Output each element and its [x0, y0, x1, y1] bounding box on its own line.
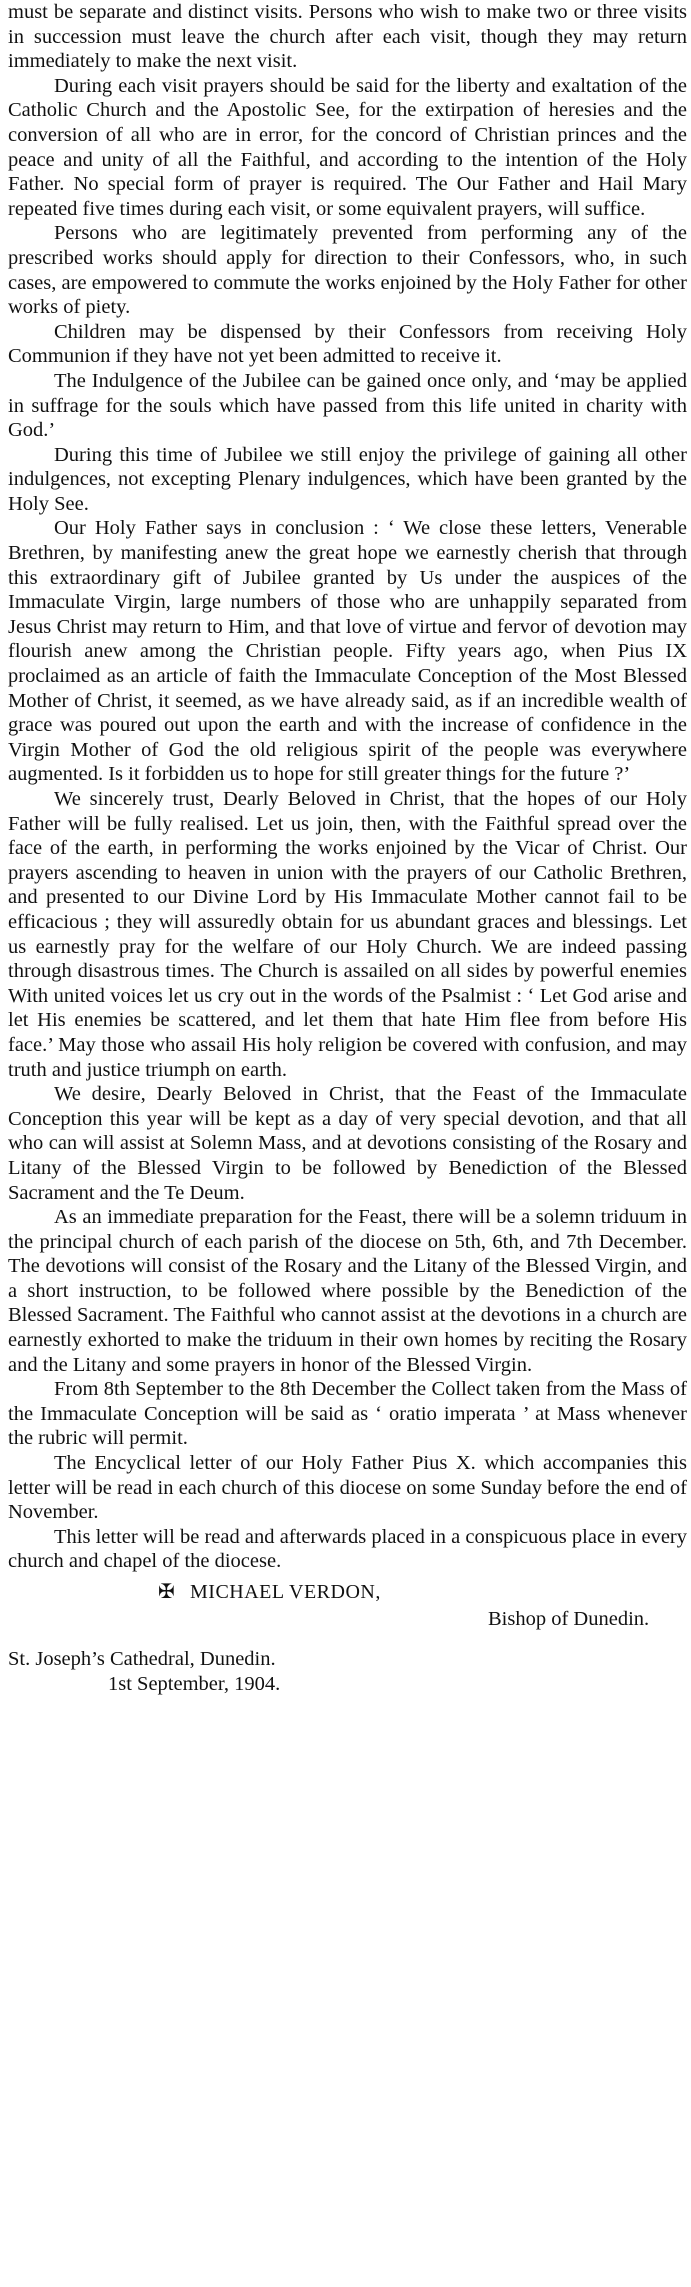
paragraph: Persons who are legitimately prevented from performing any of the prescribed works should apply for direction to their Confessors, who, in such cases, are empowered to commute the works enjoined by the Holy Father for other works of piety. [8, 222, 687, 319]
paragraph: Our Holy Father says in conclusion : ‘ We close these letters, Venerable Brethren, by manifesting anew the great hope we earnestly cherish that through this extraordinary gift of Jubilee granted by Us under the auspices of the Immaculate Virgin, large numbers of those who are unhappily separated from Jesus Christ may return to Him, and that love of virtue and fervor of devotion may flourish anew among the Christian people. Fifty years ago, when Pius IX proclaimed as an article of faith the Immaculate Conception of the Most Blessed Mother of Christ, it seemed, as we have already said, as if an incredible wealth of grace was poured out upon the earth and with the increase of confidence in the Virgin Mother of God the old religious spirit of the people was everywhere augmented. Is it forbidden us to hope for still greater things for the future ?’ [8, 517, 687, 786]
signature-line [8, 1580, 687, 1605]
paragraph: As an immediate preparation for the Feast, there will be a solemn triduum in the principal church of each parish of the diocese on 5th, 6th, and 7th December. The devotions will consist of the Rosary and the Litany of the Blessed Virgin, and a short instruction, to be followed where possible by the Benediction of the Blessed Sacrament. The Faithful who cannot assist at the devotions in a church are earnestly exhorted to make the triduum in their own homes by reciting the Rosary and the Litany and some prayers in honor of the Blessed Virgin. [8, 1206, 687, 1376]
letter-document [8, 0, 687, 1696]
signatory-title: Bishop of Dunedin. [488, 1607, 650, 1630]
cross-icon: ✠ [158, 1581, 176, 1603]
paragraph: We desire, Dearly Beloved in Christ, that the Feast of the Immaculate Conception this year will be kept as a day of very special devotion, and that all who can will assist at Solemn Mass, and at devotions consisting of the Rosary and Litany of the Blessed Virgin to be followed by Benediction of the Blessed Sacrament and the Te Deum. [8, 1083, 687, 1204]
paragraph: must be separate and distinct visits. Persons who wish to make two or three visits in succession must leave the church after each visit, though they may return immediately to make the next visit. [8, 1, 687, 73]
paragraph: This letter will be read and afterwards placed in a conspicuous place in every church and chapel of the diocese. [8, 1525, 687, 1573]
paragraph: Children may be dispensed by their Confessors from receiving Holy Communion if they have not yet been admitted to receive it. [8, 320, 687, 368]
paragraph: During this time of Jubilee we still enjoy the privilege of gaining all other indulgences, not excepting Plenary indulgences, which have been granted by the Holy See. [8, 443, 687, 515]
paragraph: We sincerely trust, Dearly Beloved in Christ, that the hopes of our Holy Father will be fully realised. Let us join, then, with the Faithful spread over the face of the earth, in performing the works enjoined by the Vicar of Christ. Our prayers ascending to heaven in union with the prayers of our Catholic Brethren, and presented to our Divine Lord by His Immaculate Mother cannot fail to be efficacious ; they will assuredly obtain for us abundant graces and blessings. Let us earnestly pray for the welfare of our Holy Church. We are indeed passing through disastrous times. The Church is assailed on all sides by powerful enemies With united voices let us cry out in the words of the Psalmist : ‘ Let God arise and let His enemies be scattered, and let them that hate Him flee from before His face.’ May those who assail His holy religion be covered with confusion, and may truth and justice triumph on earth. [8, 788, 687, 1081]
paragraph: The Indulgence of the Jubilee can be gained once only, and ‘may be applied in suffrage for the souls which have passed from this life united in charity with God.’ [8, 369, 687, 442]
paragraph: From 8th September to the 8th December the Collect taken from the Mass of the Immaculate Conception will be said as ‘ oratio imperata ’ at Mass whenever the rubric will permit. [8, 1378, 687, 1450]
paragraph: The Encyclical letter of our Holy Father Pius X. which accompanies this letter will be read in each church of this diocese on some Sunday before the end of November. [8, 1452, 687, 1524]
signatory-name: MICHAEL VERDON, [190, 1581, 381, 1603]
paragraph: During each visit prayers should be said for the liberty and exaltation of the Catholic Church and the Apostolic See, for the extirpation of heresies and the conversion of all who are in error, for the concord of Christian princes and the peace and unity of all the Faithful, and according to the intention of the Holy Father. No special form of prayer is required. The Our Father and Hail Mary repeated five times during each visit, or some equivalent prayers, will suffice. [8, 74, 687, 220]
date-line: 1st September, 1904. [108, 1672, 281, 1695]
place-line: St. Joseph’s Cathedral, Dunedin. [8, 1648, 276, 1671]
